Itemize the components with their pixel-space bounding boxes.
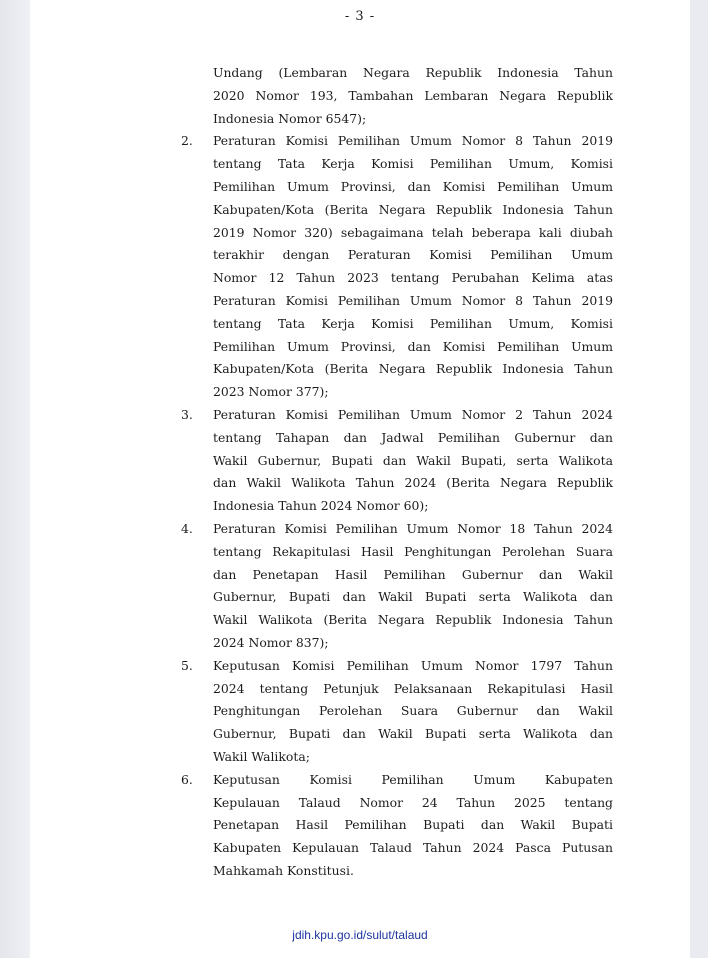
text-line: Wakil Walikota (Berita Negara Republik Indonesia Tahun <box>213 612 613 628</box>
left-background <box>0 0 30 958</box>
text-line: Kepulauan Talaud Nomor 24 Tahun 2025 tentang <box>213 794 613 810</box>
text-line: Pemilihan Umum Provinsi, dan Komisi Pemilihan Umum <box>213 178 613 194</box>
list-item <box>181 404 613 518</box>
document-body <box>181 62 613 883</box>
text-line: Peraturan Komisi Pemilihan Umum Nomor 18 Tahun 2024 <box>213 520 613 536</box>
right-background <box>690 0 708 958</box>
text-line: Peraturan Komisi Pemilihan Umum Nomor 8 Tahun 2019 <box>213 133 613 149</box>
list-item-number: 2. <box>181 133 193 149</box>
text-line: tentang Tahapan dan Jadwal Pemilihan Gubernur dan <box>213 429 613 445</box>
text-line: 2024 tentang Petunjuk Pelaksanaan Rekapitulasi Hasil <box>213 680 613 696</box>
text-line: Peraturan Komisi Pemilihan Umum Nomor 8 Tahun 2019 <box>213 292 613 308</box>
text-line: Kabupaten Kepulauan Talaud Tahun 2024 Pasca Putusan <box>213 840 613 856</box>
page-number: - 3 - <box>344 9 376 24</box>
list-item <box>181 769 613 883</box>
text-line: Penghitungan Perolehan Suara Gubernur dan Wakil <box>213 703 613 719</box>
text-line: dan Wakil Walikota Tahun 2024 (Berita Negara Republik <box>213 475 613 491</box>
text-line: Kabupaten/Kota (Berita Negara Republik Indonesia Tahun <box>213 361 613 377</box>
text-line: Peraturan Komisi Pemilihan Umum Nomor 2 Tahun 2024 <box>213 406 613 422</box>
list-item-text <box>213 518 613 655</box>
list-item-text <box>213 769 613 883</box>
text-line: tentang Rekapitulasi Hasil Penghitungan Perolehan Suara <box>213 543 613 559</box>
list-item <box>181 130 613 404</box>
text-line: 2024 Nomor 837); <box>213 634 329 650</box>
list-item <box>181 518 613 655</box>
text-line: Wakil Gubernur, Bupati dan Wakil Bupati, serta Walikota <box>213 452 613 468</box>
text-line: Keputusan Komisi Pemilihan Umum Nomor 1797 Tahun <box>213 657 613 673</box>
list-item-number: 5. <box>181 657 193 673</box>
text-line: Pemilihan Umum Provinsi, dan Komisi Pemilihan Umum <box>213 338 613 354</box>
text-line: Kabupaten/Kota (Berita Negara Republik Indonesia Tahun <box>213 201 613 217</box>
list-item-number: 4. <box>181 520 193 536</box>
continuation-paragraph <box>213 62 613 130</box>
text-line: 2020 Nomor 193, Tambahan Lembaran Negara Republik <box>213 87 613 103</box>
list-item-number: 3. <box>181 406 193 422</box>
text-line: Indonesia Tahun 2024 Nomor 60); <box>213 498 429 514</box>
text-line: Undang (Lembaran Negara Republik Indonesia Tahun <box>213 65 613 80</box>
text-line: Penetapan Hasil Pemilihan Bupati dan Wakil Bupati <box>213 817 613 833</box>
text-line: 2019 Nomor 320) sebagaimana telah beberapa kali diubah <box>213 224 613 240</box>
document-page <box>30 0 690 958</box>
list-item-number: 6. <box>181 771 193 787</box>
list-item <box>181 655 613 769</box>
text-line: Indonesia Nomor 6547); <box>213 110 367 126</box>
text-line: tentang Tata Kerja Komisi Pemilihan Umum, Komisi <box>213 156 613 172</box>
text-line: 2023 Nomor 377); <box>213 384 329 400</box>
text-line: tentang Tata Kerja Komisi Pemilihan Umum, Komisi <box>213 315 613 331</box>
list-item-text <box>213 130 613 404</box>
list-item-text <box>213 655 613 769</box>
text-line: Gubernur, Bupati dan Wakil Bupati serta Walikota dan <box>213 726 613 742</box>
text-line: Nomor 12 Tahun 2023 tentang Perubahan Kelima atas <box>213 270 613 286</box>
text-line: dan Penetapan Hasil Pemilihan Gubernur dan Wakil <box>213 566 613 582</box>
text-line: Gubernur, Bupati dan Wakil Bupati serta Walikota dan <box>213 589 613 605</box>
footer-url-link[interactable]: jdih.kpu.go.id/sulut/talaud <box>292 928 428 942</box>
text-line: terakhir dengan Peraturan Komisi Pemilihan Umum <box>213 247 613 263</box>
text-line: Keputusan Komisi Pemilihan Umum Kabupaten <box>213 771 613 787</box>
text-line: Wakil Walikota; <box>213 748 310 764</box>
text-line: Mahkamah Konstitusi. <box>213 862 354 878</box>
list-item-text <box>213 404 613 518</box>
